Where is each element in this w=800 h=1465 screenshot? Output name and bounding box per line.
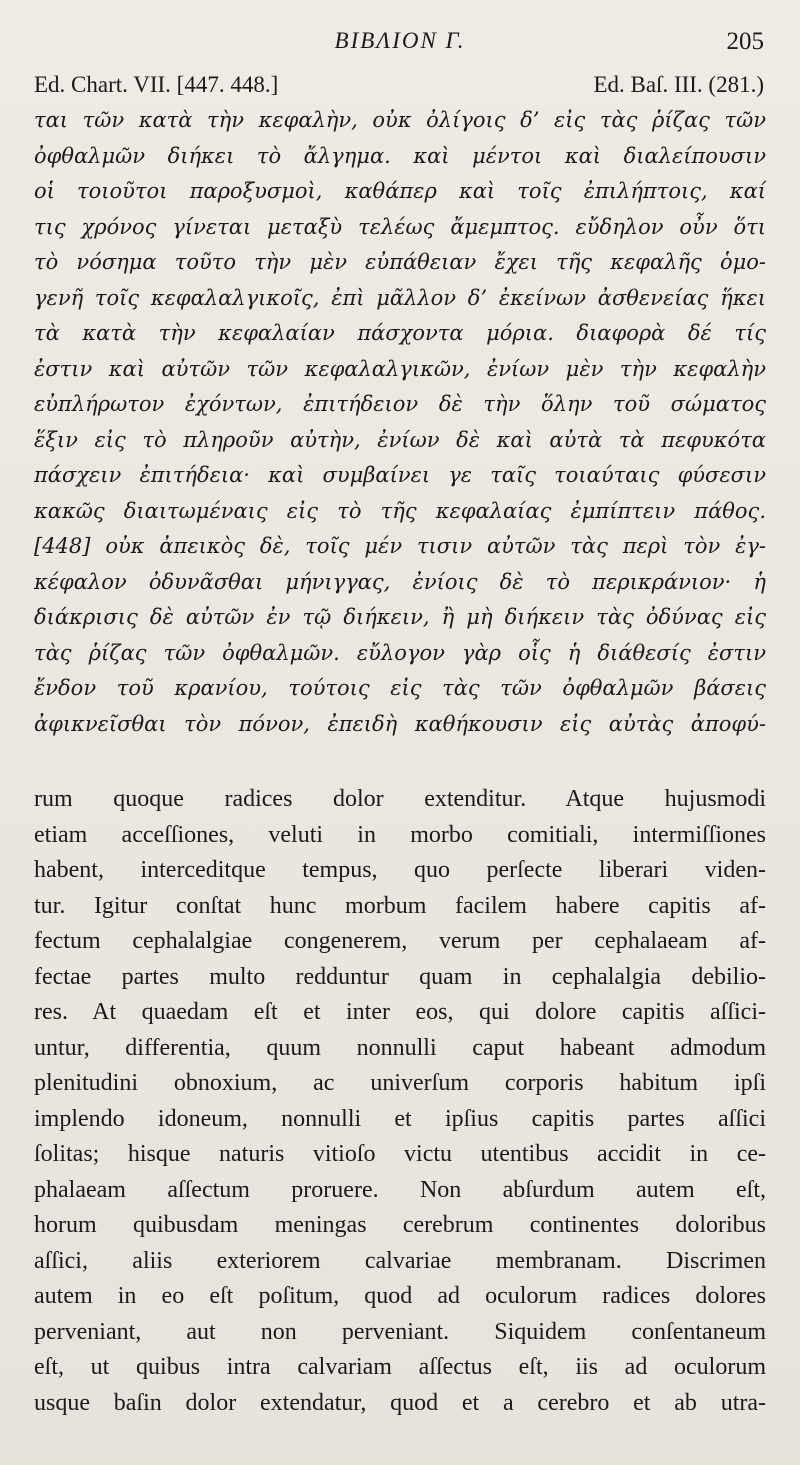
latin-text-line: res. At quaedam eſt et inter eos, qui dolore capitis aſſici- <box>34 999 766 1025</box>
running-head <box>0 28 800 68</box>
latin-text-line: aſſici, aliis exteriorem calvariae membranam. Discrimen <box>34 1247 766 1274</box>
greek-text-line: ἔνδον τοῦ κρανίου, τούτοις εἰς τὰς τῶν ὀφθαλμῶν βάσεις <box>34 676 766 700</box>
greek-text-line: κακῶς διαιτωμέναις εἰς τὸ τῆς κεφαλαίας ἐμπίπτειν πάθος. <box>34 498 766 523</box>
latin-text-line: habent, interceditque tempus, quo perſecte liberari viden- <box>34 857 766 883</box>
greek-text-line: πάσχειν ἐπιτήδεια· καὶ συμβαίνει γε ταῖς τοιαύταις φύσεσιν <box>34 463 766 487</box>
latin-text-line: usque baſin dolor extendatur, quod et a cerebro et ab utra- <box>34 1389 766 1416</box>
latin-text-line: phalaeam aſſectum proruere. Non abſurdum autem eſt, <box>34 1176 766 1203</box>
edition-reference-chartier: Ed. Chart. VII. [447. 448.] <box>34 72 279 97</box>
greek-text-line: τις χρόνος γίνεται μεταξὺ τελέως ἄμεμπτος. εὔδηλον οὖν ὅτι <box>34 214 766 239</box>
latin-text-line: ſolitas; hisque naturis vitioſo victu utentibus accidit in ce- <box>34 1141 766 1167</box>
greek-text-line: οἱ τοιοῦτοι παροξυσμοὶ, καθάπερ καὶ τοῖς ἐπιλήπτοις, καί <box>34 179 766 203</box>
greek-text-line: ὀφθαλμῶν διήκει τὸ ἄλγημα. καὶ μέντοι καὶ διαλείπουσιν <box>34 143 766 168</box>
greek-text-line: τὰς ῥίζας τῶν ὀφθαλμῶν. εὔλογον γὰρ οἷς ἡ διάθεσίς ἐστιν <box>34 640 766 665</box>
latin-text-line: fectum cephalalgiae congenerem, verum per cephalaeam af- <box>34 928 766 954</box>
latin-text-line: tur. Igitur conſtat hunc morbum facilem habere capitis af- <box>34 892 766 919</box>
latin-text-line: implendo idoneum, nonnulli et ipſius capitis partes aſſici <box>34 1105 766 1132</box>
greek-text-block <box>34 103 766 742</box>
latin-text-line: autem in eo eſt poſitum, quod ad oculorum radices dolores <box>34 1283 766 1309</box>
latin-text-line: plenitudini obnoxium, ac univerſum corporis habitum ipſi <box>34 1070 766 1096</box>
greek-text-line: διάκρισις δὲ αὐτῶν ἐν τῷ διήκειν, ἢ μὴ διήκειν τὰς ὀδύνας εἰς <box>34 605 766 629</box>
latin-text-line: perveniant, aut non perveniant. Siquidem conſentaneum <box>34 1318 766 1345</box>
edition-reference-basel: Ed. Baſ. III. (281.) <box>593 72 764 97</box>
greek-text-line: εὐπλήρωτον ἐχόντων, ἐπιτήδειον δὲ τὴν ὅλην τοῦ σώματος <box>34 392 766 416</box>
greek-text-line: [448] οὐκ ἀπεικὸς δὲ, τοῖς μέν τισιν αὐτῶν τὰς περὶ τὸν ἐγ- <box>34 534 766 558</box>
latin-text-block <box>34 782 766 1421</box>
latin-text-line: untur, differentia, quum nonnulli caput habeant admodum <box>34 1034 766 1061</box>
greek-text-line: ἐστιν καὶ αὐτῶν τῶν κεφαλαλγικῶν, ἐνίων μὲν τὴν κεφαλὴν <box>34 356 766 381</box>
latin-text-line: eſt, ut quibus intra calvariam aſſectus eſt, iis ad oculorum <box>34 1354 766 1380</box>
greek-text-line: τὰ κατὰ τὴν κεφαλαίαν πάσχοντα μόρια. διαφορὰ δέ τίς <box>34 321 766 345</box>
latin-text-line: etiam acceſſiones, veluti in morbo comitiali, intermiſſiones <box>34 821 766 848</box>
greek-text-line: κέφαλον ὀδυνᾶσθαι μήνιγγας, ἐνίοις δὲ τὸ περικράνιον· ἡ <box>34 569 766 594</box>
greek-text-line: ἕξιν εἰς τὸ πληροῦν αὐτὴν, ἐνίων δὲ καὶ αὐτὰ τὰ πεφυκότα <box>34 427 766 452</box>
greek-text-line: γενῆ τοῖς κεφαλαλγικοῖς, ἐπὶ μᾶλλον δ’ ἐκείνων ἀσθενείας ἥκει <box>34 285 766 310</box>
latin-text-line: horum quibusdam meningas cerebrum continentes doloribus <box>34 1212 766 1238</box>
greek-text-line: ἀφικνεῖσθαι τὸν πόνον, ἐπειδὴ καθήκουσιν εἰς αὐτὰς ἀποφύ- <box>34 711 766 736</box>
latin-text-line: fectae partes multo redduntur quam in cephalalgia debilio- <box>34 963 766 990</box>
greek-text-line: ται τῶν κατὰ τὴν κεφαλὴν, οὐκ ὀλίγοις δ’ εἰς τὰς ῥίζας τῶν <box>34 108 766 132</box>
latin-text-line: rum quoque radices dolor extenditur. Atque hujusmodi <box>34 786 766 812</box>
greek-text-line: τὸ νόσημα τοῦτο τὴν μὲν εὐπάθειαν ἔχει τῆς κεφαλῆς ὁμο- <box>34 250 766 274</box>
page-number: 205 <box>726 28 764 55</box>
running-title: BIBΛION Γ. <box>334 28 466 53</box>
edition-reference-line <box>34 72 764 104</box>
